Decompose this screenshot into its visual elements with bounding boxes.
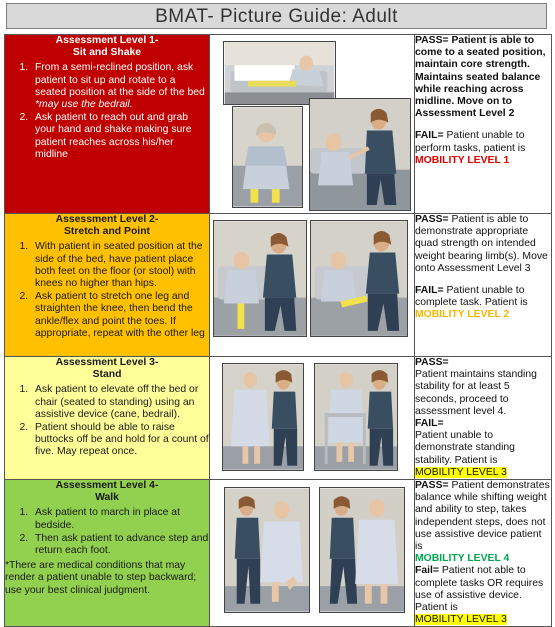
level-1-step-1-text: From a semi-reclined position, ask patient to sit up and rotate to a seated position at the side of the bed — [35, 62, 205, 98]
level-2-pass-label: PASS= — [415, 214, 449, 225]
level-3-steps — [5, 384, 209, 458]
level-2-steps — [5, 241, 209, 340]
photo-leg-stretch-left — [213, 220, 307, 337]
level-2-photos — [210, 214, 415, 357]
photo-standing-with-walker — [314, 363, 398, 471]
photo-step-and-return — [319, 487, 405, 613]
level-3-title: Assessment Level 3- — [55, 357, 159, 368]
level-4-fail-text: Patient not able to complete tasks OR requires use of assistive device. Patient is — [415, 565, 544, 614]
level-2-title: Assessment Level 2- — [55, 214, 159, 225]
level-3-pass-text: Patient maintains standing stability for at least 5 seconds, proceed to assessment level 4. — [415, 369, 537, 417]
level-4-subtitle: Walk — [95, 492, 119, 504]
photo-leg-stretch-right — [310, 220, 408, 337]
level-4-fail-label: Fail= — [415, 565, 439, 577]
level-1-photos — [210, 35, 415, 214]
level-2-instructions — [5, 214, 210, 357]
level-3-photos — [210, 357, 415, 480]
level-4-step-1: 1. Ask patient to march in place at bedside. — [31, 507, 209, 531]
level-1-fail-text: Patient unable to perform tasks, patient is — [415, 130, 526, 154]
level-4-step-2: 2. Then ask patient to advance step and return each foot. — [31, 533, 209, 557]
photo-nurse-handshake — [309, 98, 411, 211]
level-4-steps — [5, 507, 209, 557]
level-3-step-1: 1. Ask patient to elevate off the bed or chair (seated to standing) using an assistive device (cane, bedrail). — [31, 384, 209, 421]
level-3-fail-text: Patient unable to demonstrate standing stability. Patient is — [415, 430, 515, 466]
level-4-mobility-badge: MOBILITY LEVEL 3 — [415, 614, 507, 626]
level-3-row — [5, 357, 552, 480]
assessment-table — [4, 34, 552, 627]
level-4-pass-mobility: MOBILITY LEVEL 4 — [415, 553, 510, 565]
level-1-step-1 — [31, 62, 209, 111]
photo-patient-reclined — [223, 41, 336, 105]
level-2-fail-label: FAIL= — [415, 285, 444, 297]
photo-patient-standing — [222, 363, 304, 471]
level-3-instructions — [5, 357, 210, 480]
level-4-title: Assessment Level 4- — [55, 480, 159, 492]
level-3-results — [415, 357, 552, 480]
level-1-subtitle: Sit and Shake — [72, 47, 142, 59]
level-1-pass-label: PASS= — [415, 35, 449, 46]
level-1-title: Assessment Level 1- — [55, 35, 159, 46]
level-4-pass-text: Patient demonstrates balance while shifting weight and ability to step, takes independent steps, does not use assistive device patient is — [415, 480, 550, 553]
level-2-subtitle: Stretch and Point — [63, 226, 151, 238]
page-title: BMAT- Picture Guide: Adult — [6, 3, 547, 29]
photo-patient-sitting-up — [232, 106, 303, 208]
level-2-results — [415, 214, 552, 357]
level-2-step-1: 1. With patient in seated position at the side of the bed, have patient place both feet on the floor (or stool) with knees no higher than hips. — [31, 241, 209, 290]
level-4-row — [5, 480, 552, 627]
level-1-steps — [5, 62, 209, 161]
level-2-row — [5, 214, 552, 357]
level-1-fail-label: FAIL= — [415, 130, 444, 142]
photo-march-in-place — [224, 487, 310, 613]
level-4-instructions — [5, 480, 210, 627]
level-2-step-2: 2. Ask patient to stretch one leg and straighten the knee, then bend the ankle/flex and point the toes. If appropriate, repeat with the other leg — [31, 291, 209, 340]
level-1-mobility-badge: MOBILITY LEVEL 1 — [415, 154, 510, 166]
level-3-fail-label: FAIL= — [415, 418, 444, 430]
level-4-photos — [210, 480, 415, 627]
level-4-clinical-note: *There are medical conditions that may render a patient unable to step backward; use your best clinical judgment. — [5, 560, 197, 596]
level-3-pass-label: PASS= — [415, 357, 449, 368]
level-1-instructions — [5, 35, 210, 214]
level-1-heading — [5, 35, 209, 59]
level-4-pass-label: PASS= — [415, 480, 449, 492]
level-2-pass-text: Patient is able to demonstrate appropriate quad strength on intended weight bearing limb(s). Move onto Assessment Level 3 — [415, 214, 548, 274]
level-1-step-2: 2. Ask patient to reach out and grab your hand and shake making sure patient reaches across his/her midline — [31, 112, 209, 161]
level-2-fail-text: Patient unable to complete task. Patient is — [415, 285, 528, 309]
level-3-mobility-badge: MOBILITY LEVEL 3 — [415, 466, 507, 478]
level-2-heading — [5, 214, 209, 238]
level-3-heading — [5, 357, 209, 381]
level-3-subtitle: Stand — [92, 369, 122, 381]
level-1-pass-text: Patient is able to come to a seated position, maintain core strength. Maintains seated balance while reaching across midline. Move on to Assessment Level 2 — [415, 35, 546, 120]
level-3-step-2: 2. Patient should be able to raise buttocks off be and hold for a count of five. May repeat once. — [31, 422, 209, 459]
level-4-heading — [5, 480, 209, 504]
level-2-mobility-badge: MOBILITY LEVEL 2 — [415, 309, 510, 321]
level-4-results — [415, 480, 552, 627]
level-1-results — [415, 35, 552, 214]
level-1-row — [5, 35, 552, 214]
level-1-step-1-note: *may use the bedrail. — [35, 99, 133, 111]
